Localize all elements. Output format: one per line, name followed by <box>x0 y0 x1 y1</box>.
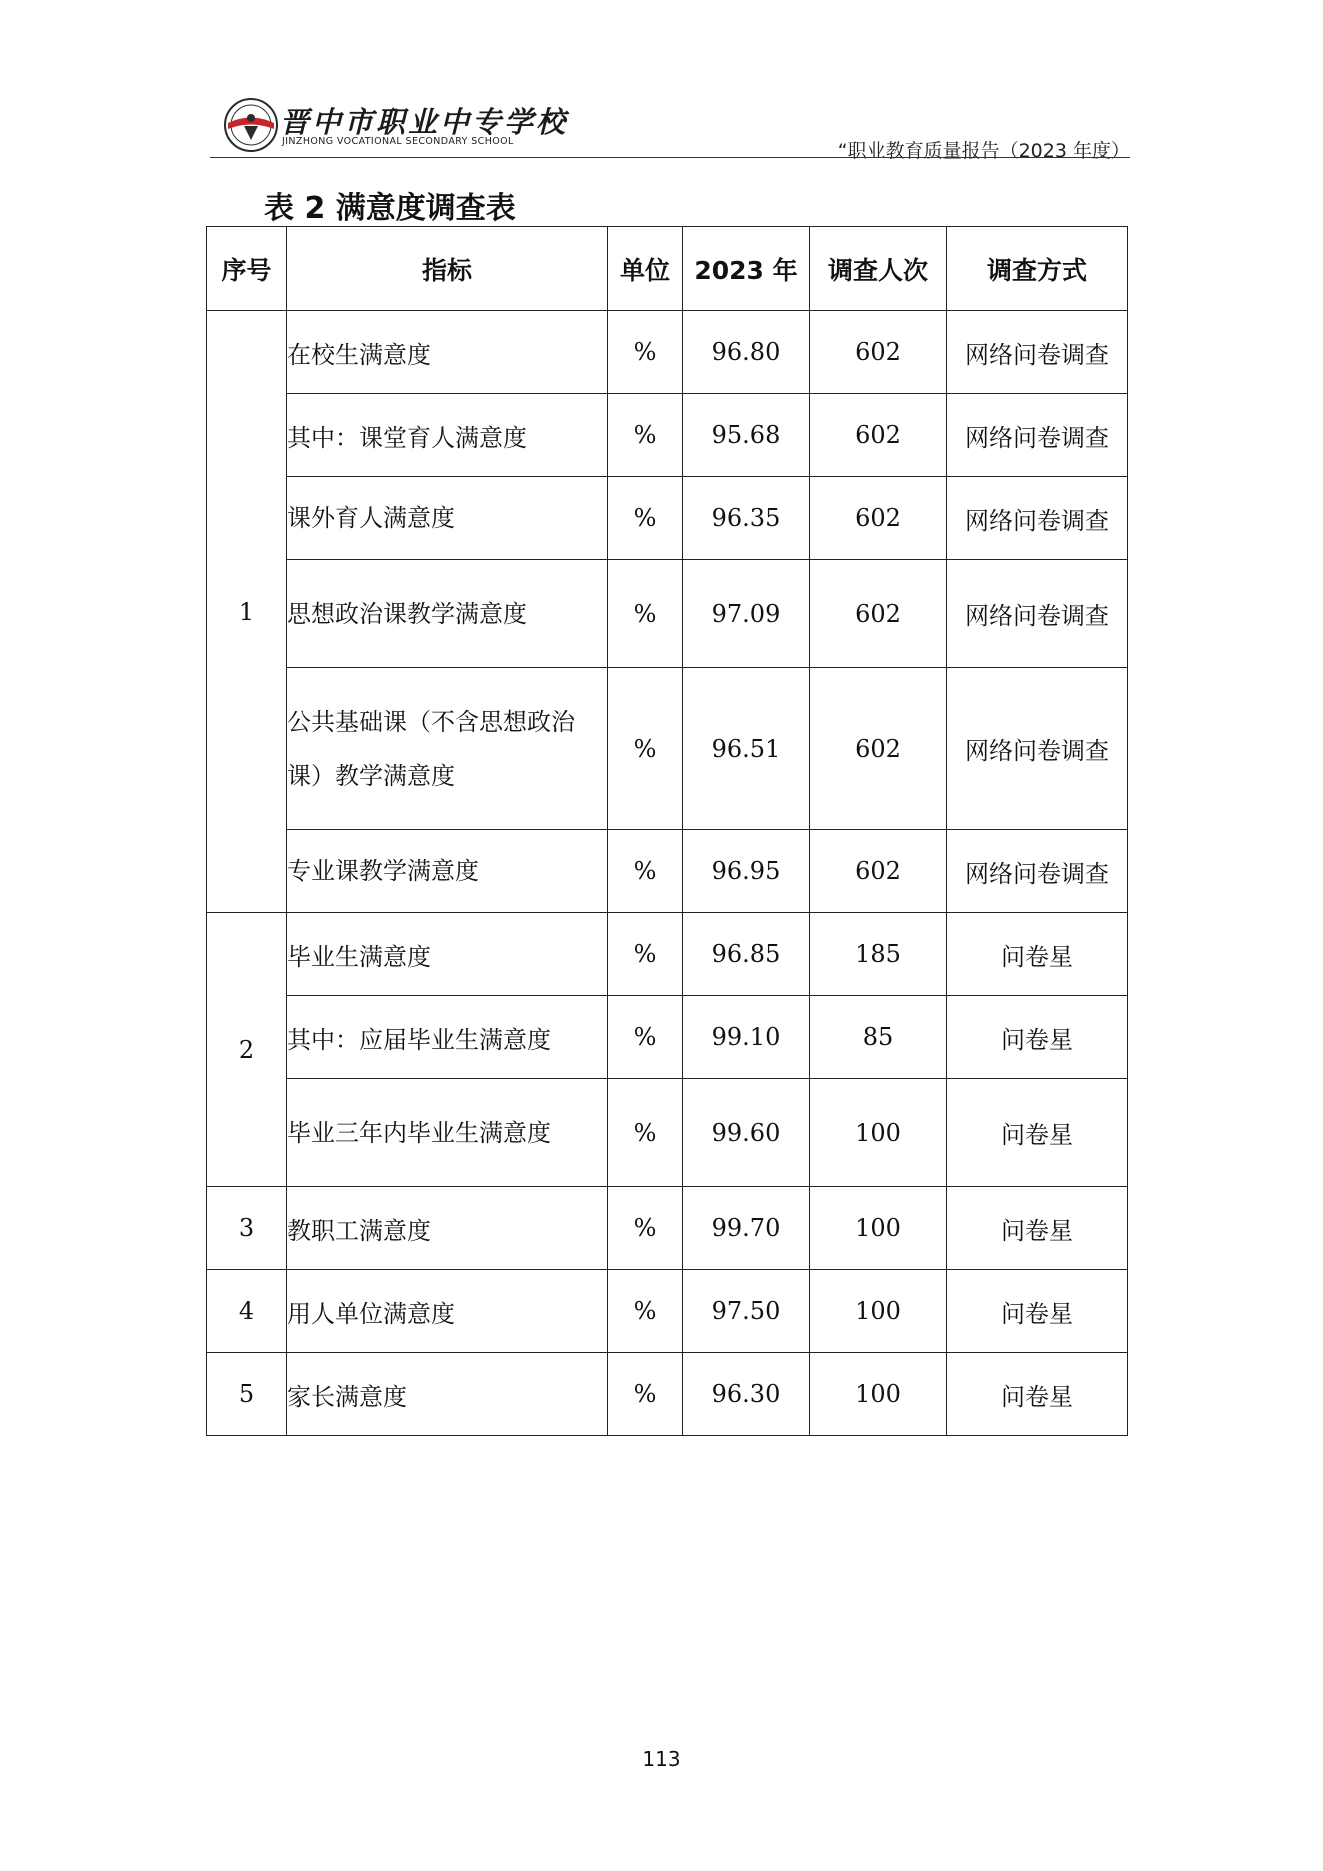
count-cell: 100 <box>810 1187 947 1270</box>
table-row <box>207 913 1128 996</box>
count-cell: 602 <box>810 394 947 477</box>
value-cell: 95.68 <box>683 394 810 477</box>
row-number: 2 <box>207 913 287 1187</box>
value-cell: 96.30 <box>683 1353 810 1436</box>
report-title: “职业教育质量报告（2023 年度） <box>837 140 1130 162</box>
school-name-en: JINZHONG VOCATIONAL SECONDARY SCHOOL <box>282 136 514 147</box>
table-title: 表 2 满意度调查表 <box>264 191 516 226</box>
table-row <box>207 1079 1128 1187</box>
method-cell: 问卷星 <box>947 1079 1128 1187</box>
method-cell: 网络问卷调查 <box>947 394 1128 477</box>
count-cell: 100 <box>810 1353 947 1436</box>
value-cell: 97.09 <box>683 560 810 668</box>
count-cell: 100 <box>810 1270 947 1353</box>
method-cell: 网络问卷调查 <box>947 477 1128 560</box>
count-cell: 185 <box>810 913 947 996</box>
method-cell: 问卷星 <box>947 913 1128 996</box>
unit-cell: % <box>608 311 683 394</box>
unit-cell: % <box>608 394 683 477</box>
unit-cell: % <box>608 1353 683 1436</box>
value-cell: 97.50 <box>683 1270 810 1353</box>
method-cell: 问卷星 <box>947 1187 1128 1270</box>
value-cell: 99.10 <box>683 996 810 1079</box>
unit-cell: % <box>608 830 683 913</box>
unit-cell: % <box>608 668 683 830</box>
school-emblem-icon <box>222 96 280 154</box>
table-row <box>207 1187 1128 1270</box>
indicator-cell: 思想政治课教学满意度 <box>287 560 608 668</box>
indicator-cell: 专业课教学满意度 <box>287 830 608 913</box>
count-cell: 85 <box>810 996 947 1079</box>
count-cell: 602 <box>810 311 947 394</box>
method-cell: 问卷星 <box>947 1353 1128 1436</box>
indicator-cell: 课外育人满意度 <box>287 477 608 560</box>
column-header-indicator: 指标 <box>287 227 608 311</box>
count-cell: 602 <box>810 477 947 560</box>
satisfaction-survey-table <box>206 226 1128 1436</box>
indicator-cell: 其中：应届毕业生满意度 <box>287 996 608 1079</box>
row-number: 3 <box>207 1187 287 1270</box>
header-divider <box>210 157 1130 158</box>
method-cell: 问卷星 <box>947 1270 1128 1353</box>
column-header-year-2023: 2023 年 <box>683 227 810 311</box>
method-cell: 网络问卷调查 <box>947 311 1128 394</box>
table-row <box>207 996 1128 1079</box>
page-header <box>210 92 1130 162</box>
unit-cell: % <box>608 1270 683 1353</box>
count-cell: 602 <box>810 830 947 913</box>
table-row <box>207 560 1128 668</box>
unit-cell: % <box>608 560 683 668</box>
indicator-cell: 毕业三年内毕业生满意度 <box>287 1079 608 1187</box>
table-row <box>207 668 1128 830</box>
indicator-cell: 用人单位满意度 <box>287 1270 608 1353</box>
school-name-cn: 晋中市职业中专学校 <box>280 105 569 139</box>
column-header-survey-count: 调查人次 <box>810 227 947 311</box>
value-cell: 99.60 <box>683 1079 810 1187</box>
indicator-cell: 家长满意度 <box>287 1353 608 1436</box>
method-cell: 网络问卷调查 <box>947 830 1128 913</box>
count-cell: 100 <box>810 1079 947 1187</box>
table-row <box>207 394 1128 477</box>
value-cell: 96.95 <box>683 830 810 913</box>
table-row <box>207 1353 1128 1436</box>
table-row <box>207 1270 1128 1353</box>
table-row <box>207 477 1128 560</box>
unit-cell: % <box>608 1187 683 1270</box>
table-row <box>207 830 1128 913</box>
page-number: 113 <box>642 1747 681 1771</box>
unit-cell: % <box>608 1079 683 1187</box>
value-cell: 96.35 <box>683 477 810 560</box>
column-header-no: 序号 <box>207 227 287 311</box>
count-cell: 602 <box>810 668 947 830</box>
table-row <box>207 311 1128 394</box>
value-cell: 96.85 <box>683 913 810 996</box>
row-number: 5 <box>207 1353 287 1436</box>
indicator-cell: 教职工满意度 <box>287 1187 608 1270</box>
indicator-cell: 毕业生满意度 <box>287 913 608 996</box>
value-cell: 96.51 <box>683 668 810 830</box>
table-header-row <box>207 227 1128 311</box>
method-cell: 网络问卷调查 <box>947 560 1128 668</box>
row-number: 1 <box>207 311 287 913</box>
value-cell: 96.80 <box>683 311 810 394</box>
row-number: 4 <box>207 1270 287 1353</box>
indicator-cell: 其中：课堂育人满意度 <box>287 394 608 477</box>
indicator-cell: 在校生满意度 <box>287 311 608 394</box>
indicator-cell: 公共基础课（不含思想政治课）教学满意度 <box>287 668 608 830</box>
unit-cell: % <box>608 913 683 996</box>
column-header-unit: 单位 <box>608 227 683 311</box>
method-cell: 网络问卷调查 <box>947 668 1128 830</box>
value-cell: 99.70 <box>683 1187 810 1270</box>
unit-cell: % <box>608 996 683 1079</box>
count-cell: 602 <box>810 560 947 668</box>
unit-cell: % <box>608 477 683 560</box>
column-header-survey-method: 调查方式 <box>947 227 1128 311</box>
method-cell: 问卷星 <box>947 996 1128 1079</box>
